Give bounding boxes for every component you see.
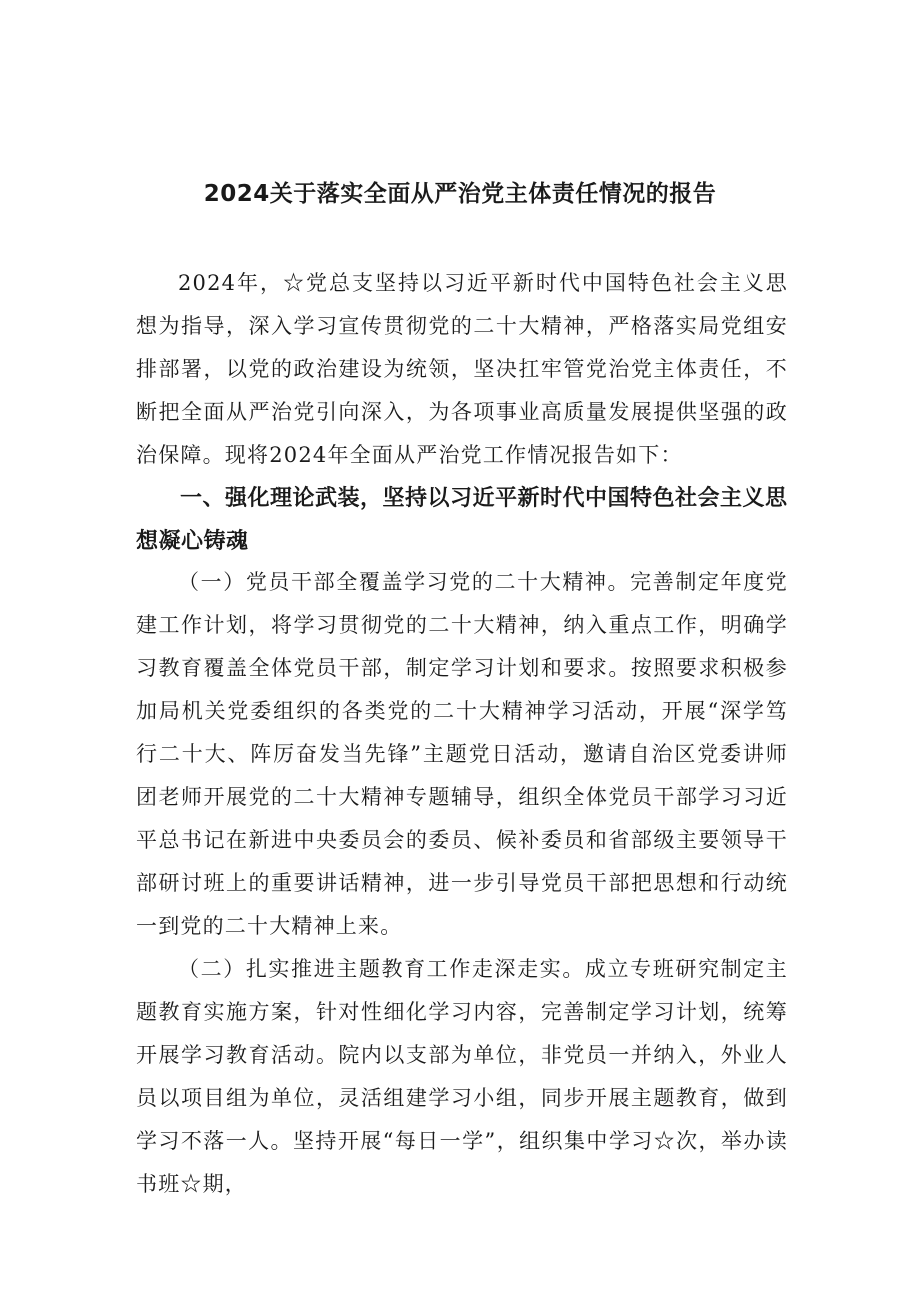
intro-paragraph: 2024年，☆党总支坚持以习近平新时代中国特色社会主义思想为指导，深入学习宣传贯彻党的二十大精神，严格落实局党组安排部署，以党的政治建设为统领，坚决扛牢管党治党主体责任，不断把全面从严治党引向深入，为各项事业高质量发展提供坚强的政治保障。现将2024年全面从严治党工作情况报告如下：	[136, 271, 788, 467]
item-paragraph-2: （二）扎实推进主题教育工作走深走实。成立专班研究制定主题教育实施方案，针对性细化学习内容，完善制定学习计划，统筹开展学习教育活动。院内以支部为单位，非党员一并纳入，外业人员以项目组为单位，灵活组建学习小组，同步开展主题教育，做到学习不落一人。坚持开展“每日一学”，组织集中学习☆次，举办读书班☆期，	[136, 957, 788, 1196]
item-paragraph-1: （一）党员干部全覆盖学习党的二十大精神。完善制定年度党建工作计划，将学习贯彻党的二十大精神，纳入重点工作，明确学习教育覆盖全体党员干部，制定学习计划和要求。按照要求积极参加局机关党委组织的各类党的二十大精神学习活动，开展“深学笃行二十大、阵厉奋发当先锋”主题党日活动，邀请自治区党委讲师团老师开展党的二十大精神专题辅导，组织全体党员干部学习习近平总书记在新进中央委员会的委员、候补委员和省部级主要领导干部研讨班上的重要讲话精神，进一步引导党员干部把思想和行动统一到党的二十大精神上来。	[136, 570, 788, 938]
section-heading: 一、强化理论武装，坚持以习近平新时代中国特色社会主义思想凝心铸魂	[136, 486, 788, 554]
document-title: 2024关于落实全面从严治党主体责任情况的报告	[203, 181, 717, 207]
